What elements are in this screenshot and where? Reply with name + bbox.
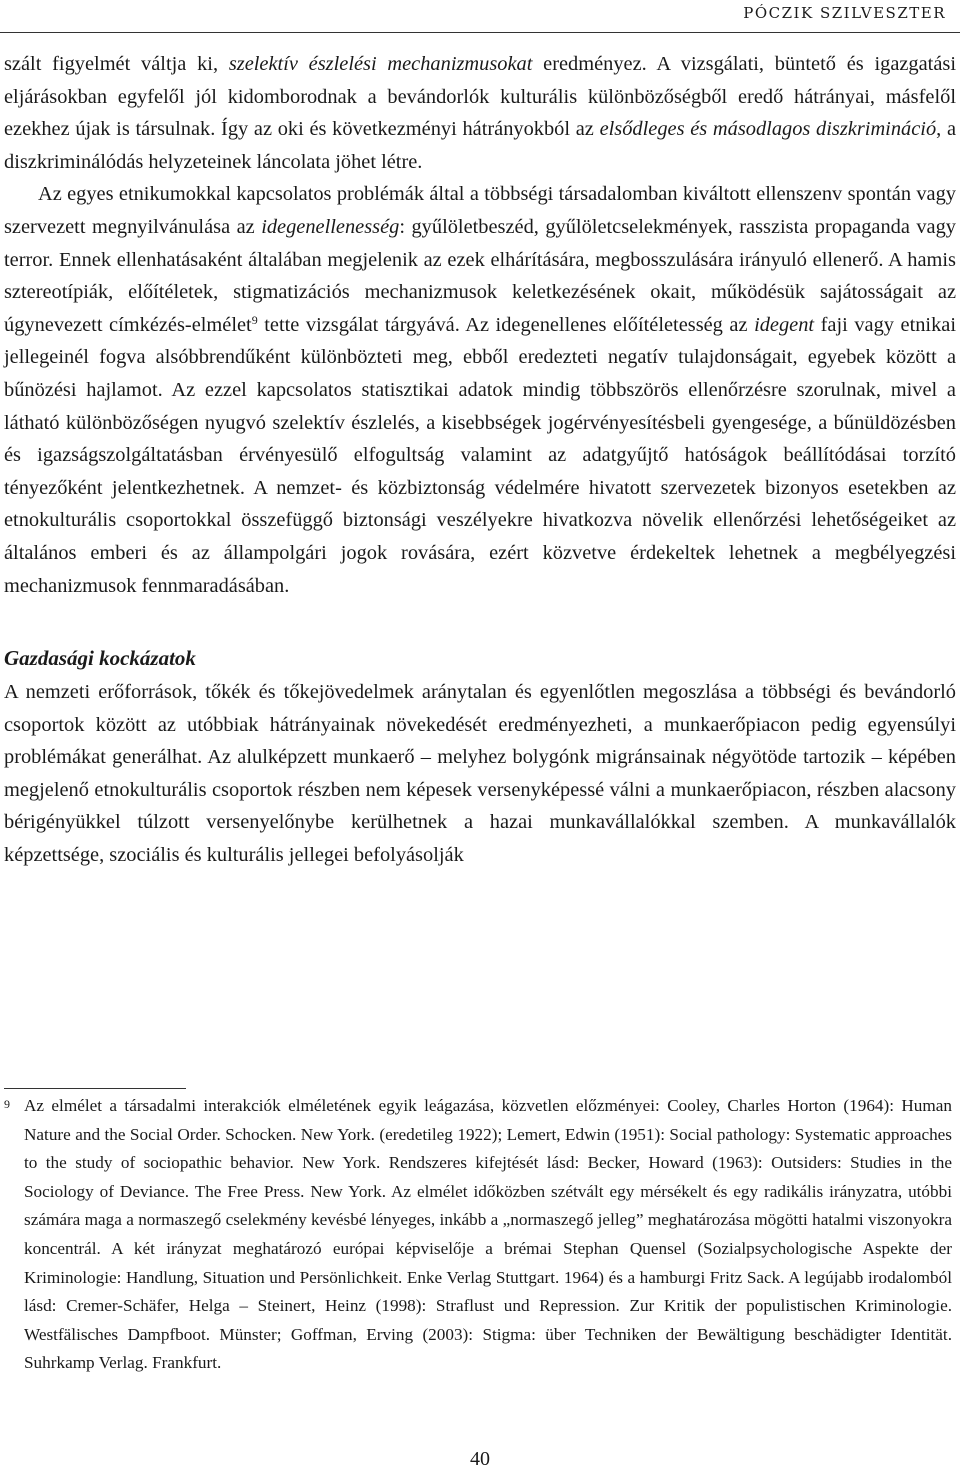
section-heading: Gazdasági kockázatok <box>4 646 196 671</box>
footnote-rule <box>4 1088 186 1089</box>
text-run: tette vizsgálat tárgyává. Az idegenellenes előítéletesség az <box>257 313 755 336</box>
italic-term: idegenellenesség <box>261 215 400 238</box>
footnote-text: Az elmélet a társadalmi interakciók elméletének egyik leágazása, közvetlen előzményei: Cooley, Charles Horton (1964): Human Nature and the Social Order. Schocken. New York. (eredetileg 1922); Lemert, Edwin (1951): Social pathology: Systematic approaches to the study of sociopathic behavior. New York. Rendszeres kifejtését lásd: Becker, Howard (1963): Outsiders: Studies in the Sociology of Deviance. The Free Press. New York. Az elmélet időközben szétvált egy mérsékelt és egy radikális irányzatra, utóbbi számára maga a normaszegő cselekmény kevésbé lényeges, inkább a „normaszegő jelleg” meghatározása mögötti hatalmi viszonyokra koncentrál. A két irányzat meghatározó európai képviselője a brémai Stephan Quensel (Sozialpsychologische Aspekte der Kriminologie: Handlung, Situation und Persönlichkeit. Enke Verlag Stuttgart. 1964) és a hamburgi Fritz Sack. A legújabb irodalomból lásd: Cremer-Schäfer, Helga – Steinert, Heinz (1998): Straflust und Repression. Zur Kritik der populistischen Kriminologie. Westfälisches Dampfboot. Münster; Goffman, Erving (2003): Stigma: über Techniken der Bewältigung beschädigter Identität. Suhrkamp Verlag. Frankfurt. <box>24 1096 952 1373</box>
text-run: eredményez. A vizsgálati, büntető és igazgatási eljárásokban egyfelől jól kidomborodnak a bevándorlók kulturális különbözőségből eredő hátrányai, másfelől ezekhez újak is társulnak. Így az oki és következményi hátrányokból az <box>4 53 956 141</box>
italic-term: szelektív észlelési mechanizmusokat <box>228 53 533 75</box>
footnote-number: 9 <box>4 1097 10 1111</box>
header-rule <box>0 32 960 33</box>
footnote-9 <box>4 1092 952 1378</box>
footnote-marker: 9 <box>251 312 258 327</box>
text-run: : gyűlöletbeszéd, gyűlöletcselekmények, rasszista propaganda vagy terror. Ennek ellenhatásaként általában megjelenik az ezek elhárítására, megbosszulására irányuló ellenerő. A hamis sztereotípiák, előítéletek, stigmatizációs mechanizmusok keletkezésének okait, működésük sajátosságait az úgynevezett címkézés-elmélet <box>4 215 956 336</box>
text-run: Az egyes etnikumokkal kapcsolatos problémák által a többségi társadalomban kiváltott ellenszenv spontán vagy szervezett megnyilvánulása az <box>4 183 956 238</box>
main-text <box>4 48 956 872</box>
paragraph-1 <box>4 48 956 178</box>
running-head: PÓCZIK SZILVESZTER <box>743 4 946 22</box>
italic-term: elsődleges és másodlagos diszkrimináció <box>599 118 937 141</box>
text-run: faji vagy etnikai jellegeinél fogva alsóbbrendűként különbözteti meg, ebből eredezteti negatív tulajdonságait, egyebek között a bűnözési hajlamot. Az ezzel kapcsolatos statisztikai adatok mindig többszörös ellenőrzésre szorulnak, mivel a látható különbözőségen nyugvó szelektív észlelés, a kisebbségek jogérvényesítésbeli gyengesége, a bűnüldözésben és igazságszolgáltatásban érvényesülő elfogultság valamint az adatgyűjtő hatóságok beállítódásai torzító tényezőként jelentkezhetnek. A nemzet- és közbiztonság védelmére hivatott szervezetek bizonyos esetekben az etnokulturális csoportokkal összefüggő biztonsági veszélyekre hivatkozva növelik ellenőrzési lehetőségeiket az általános emberi és az állampolgári jogok rovására, ezért közvetve érdekeltek lehetnek a megbélyegzési mechanizmusok fennmaradásában. <box>4 313 957 597</box>
italic-term: idegent <box>754 313 815 336</box>
text-run: szált figyelmét váltja ki, <box>4 53 229 75</box>
text-run: A nemzeti erőforrások, tőkék és tőkejövedelmek aránytalan és egyenlőtlen megoszlása a többségi és bevándorló csoportok között az utóbbiak hátrányainak növekedését eredményezheti, a munkaerőpiacon pedig egyensúlyi problémákat generálhat. Az alulképzett munkaerő – melyhez bolygónk migránsainak négyötöde tartozik – képében megjelenő etnokulturális csoportok részben nem képesek versenyképessé válni a munkaerőpiacon, részben alacsony bérigényükkel túlzott versenyelőnybe kerülhetnek a hazai munkavállalókkal szemben. A munkavállalók képzettsége, szociális és kulturális jellegei befolyásolják <box>4 681 956 867</box>
paragraph-2 <box>4 178 956 602</box>
paragraph-3 <box>4 676 956 872</box>
text-run: , a diszkriminálódás helyzeteinek láncolata jöhet létre. <box>4 118 956 173</box>
page-number: 40 <box>470 1448 490 1470</box>
